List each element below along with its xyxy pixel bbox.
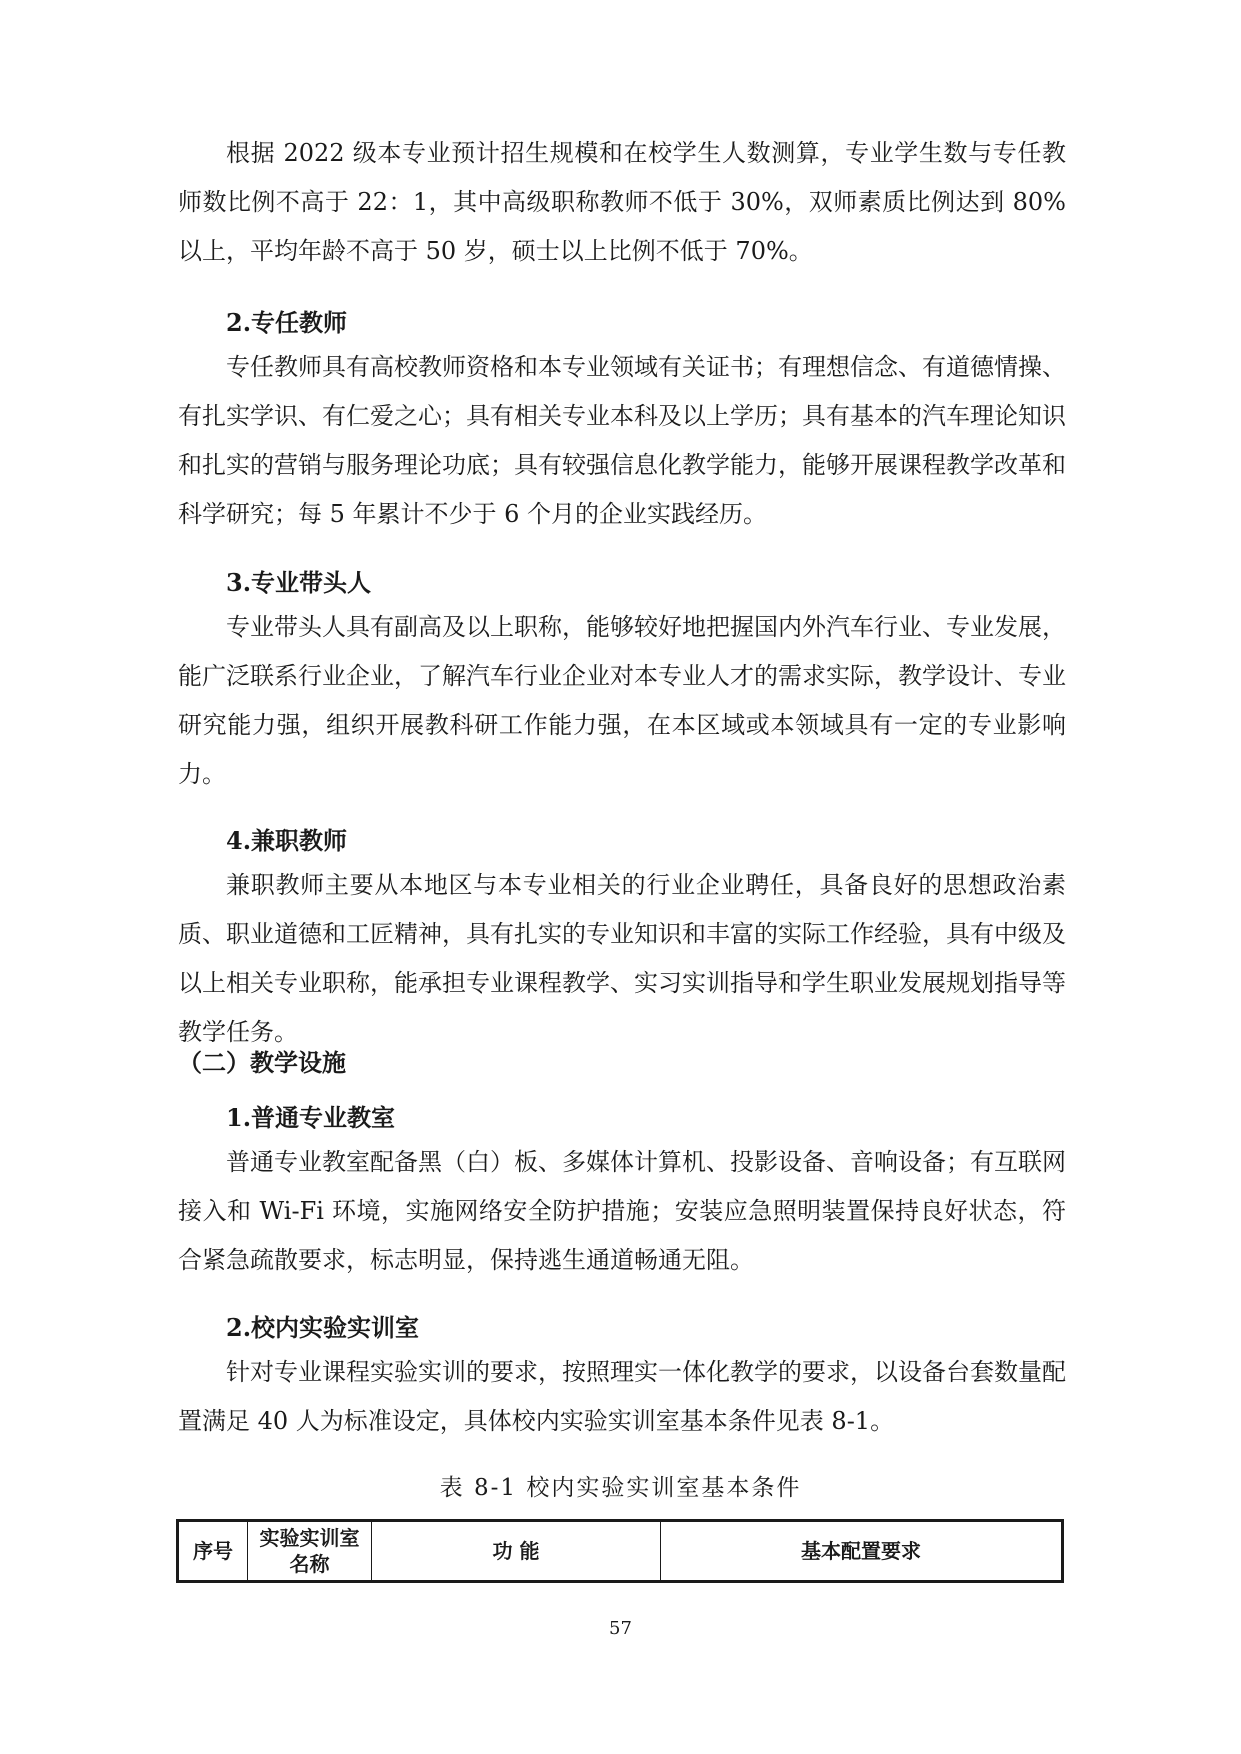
header-config: 基本配置要求 bbox=[661, 1521, 1063, 1582]
full-time-teacher-paragraph: 专任教师具有高校教师资格和本专业领域有关证书；有理想信念、有道德情操、有扎实学识、有仁爱之心；具有相关专业本科及以上学历；具有基本的汽车理论知识和扎实的营销与服务理论功底；具有较强信息化教学能力，能够开展课程教学改革和科学研究；每 5 年累计不少于 6 个月的企业实践经历。 bbox=[178, 353, 1066, 528]
classroom-paragraph: 普通专业教室配备黑（白）板、多媒体计算机、投影设备、音响设备；有互联网接入和 Wi-Fi 环境，实施网络安全防护措施；安装应急照明装置保持良好状态，符合紧急疏散要求，标志明显，保持逃生通道畅通无阻。 bbox=[178, 1148, 1066, 1274]
lab-section bbox=[178, 1308, 1066, 1446]
facilities-section bbox=[178, 1043, 1066, 1083]
leader-section bbox=[178, 563, 1066, 799]
full-time-teacher-section bbox=[178, 303, 1066, 539]
lab-conditions-table bbox=[176, 1519, 1064, 1583]
lab-paragraph: 针对专业课程实验实训的要求，按照理实一体化教学的要求，以设备台套数量配置满足 40 人为标准设定，具体校内实验实训室基本条件见表 8-1。 bbox=[178, 1358, 1066, 1435]
table-caption: 表 8-1 校内实验实训室基本条件 bbox=[439, 1475, 802, 1501]
classroom-heading: 1.普通专业教室 bbox=[226, 1103, 396, 1132]
header-function: 功 能 bbox=[372, 1521, 661, 1582]
table-header-row bbox=[178, 1521, 1063, 1582]
part-time-teacher-heading: 4.兼职教师 bbox=[226, 826, 348, 855]
leader-heading: 3.专业带头人 bbox=[226, 568, 372, 597]
facilities-heading: （二）教学设施 bbox=[178, 1048, 346, 1077]
part-time-teacher-paragraph: 兼职教师主要从本地区与本专业相关的行业企业聘任，具备良好的思想政治素质、职业道德和工匠精神，具有扎实的专业知识和丰富的实际工作经验，具有中级及以上相关专业职称，能承担专业课程教学、实习实训指导和学生职业发展规划指导等教学任务。 bbox=[178, 871, 1066, 1046]
full-time-teacher-heading: 2.专任教师 bbox=[226, 308, 348, 337]
lab-heading: 2.校内实验实训室 bbox=[226, 1313, 420, 1342]
part-time-teacher-section bbox=[178, 821, 1066, 1057]
header-lab-name: 实验实训室名称 bbox=[248, 1521, 372, 1582]
intro-paragraph: 根据 2022 级本专业预计招生规模和在校学生人数测算，专业学生数与专任教师数比例不高于 22：1，其中高级职称教师不低于 30%，双师素质比例达到 80%以上，平均年龄不高于 50 岁，硕士以上比例不低于 70%。 bbox=[178, 139, 1066, 265]
page-number: 57 bbox=[609, 1618, 632, 1639]
header-index: 序号 bbox=[178, 1521, 248, 1582]
classroom-section bbox=[178, 1098, 1066, 1285]
intro-section bbox=[178, 129, 1066, 276]
leader-paragraph: 专业带头人具有副高及以上职称，能够较好地把握国内外汽车行业、专业发展，能广泛联系行业企业，了解汽车行业企业对本专业人才的需求实际，教学设计、专业研究能力强，组织开展教科研工作能力强，在本区域或本领域具有一定的专业影响力。 bbox=[178, 613, 1066, 788]
